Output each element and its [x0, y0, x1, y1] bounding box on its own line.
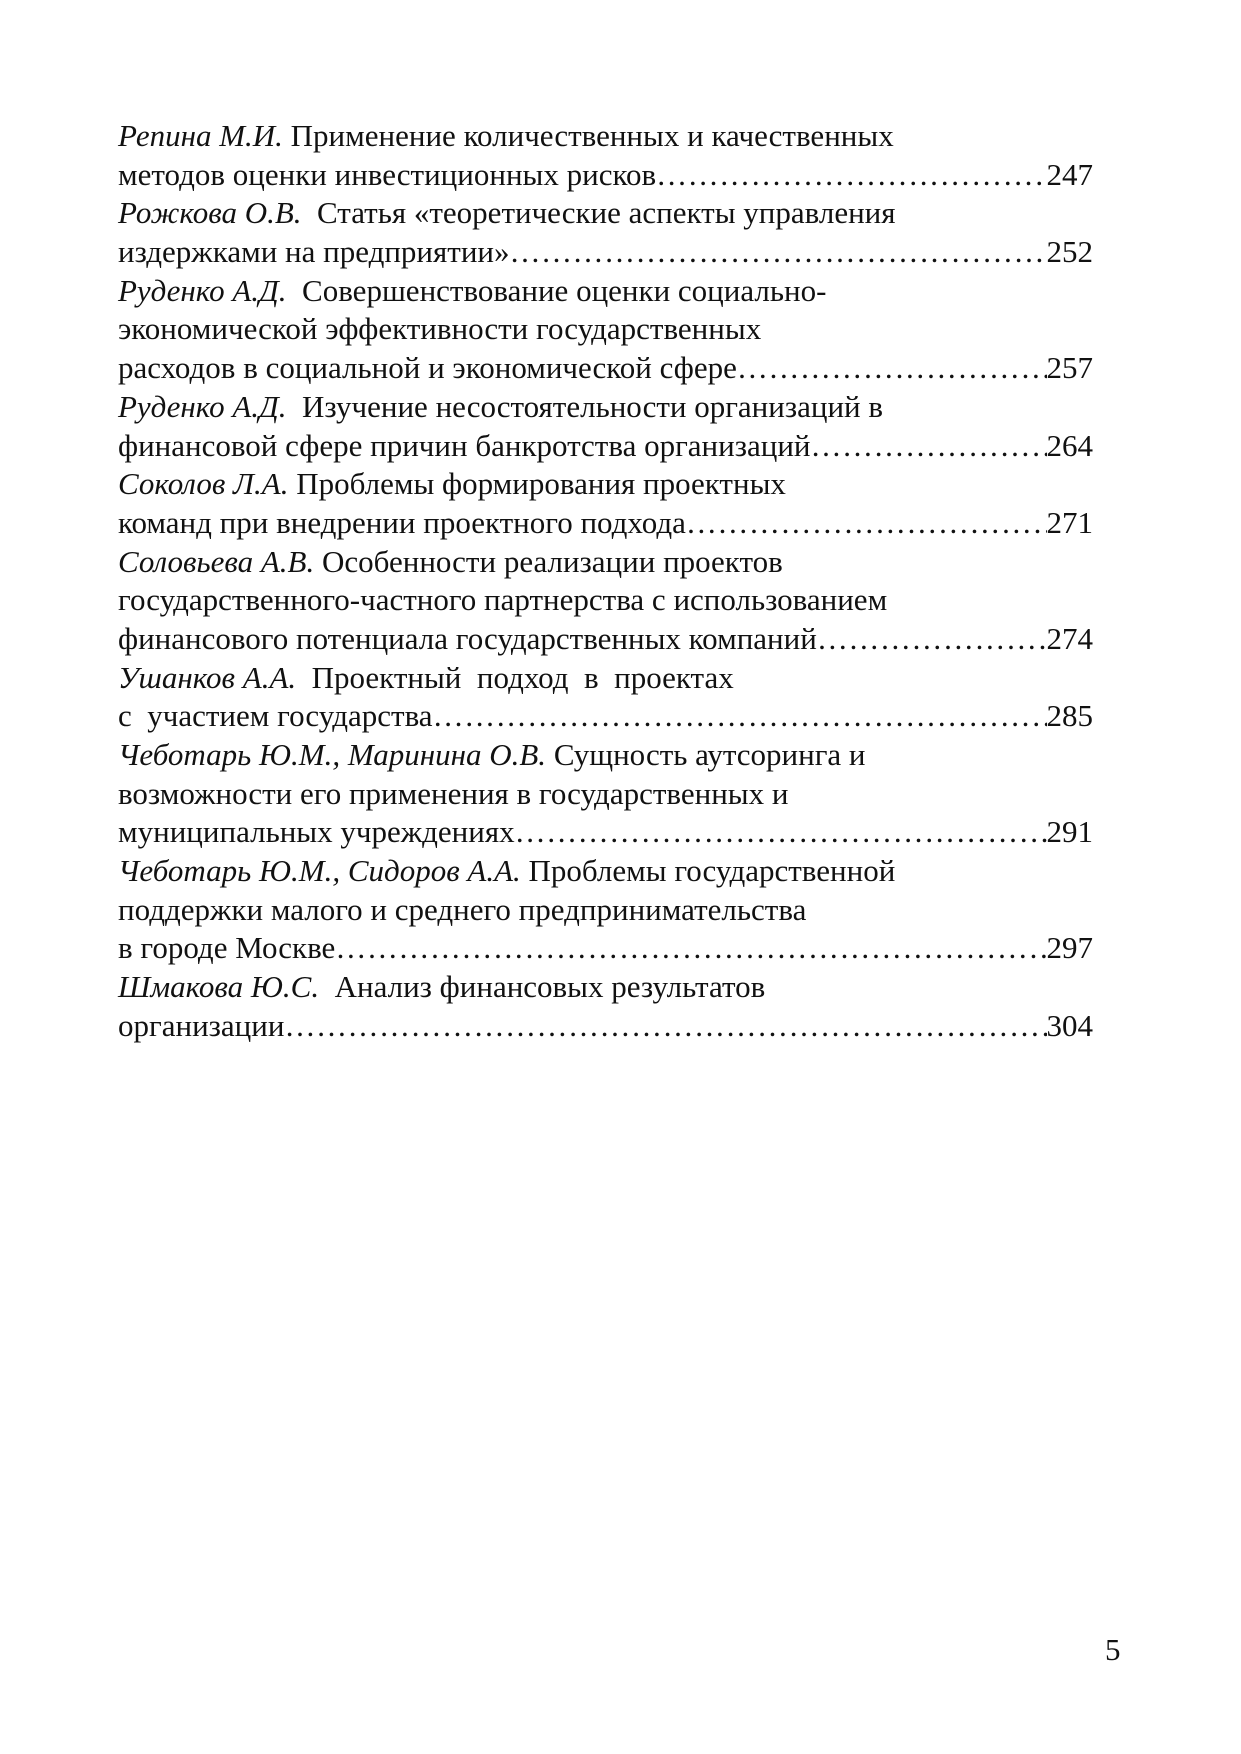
toc-entry [118, 388, 1093, 465]
toc-entry-title: Статья «теоретические аспекты управления [301, 195, 896, 231]
toc-entry [118, 543, 1093, 659]
toc-entry-title-end: муниципальных учреждениях [118, 814, 515, 850]
toc-entry-first-line [118, 543, 1093, 582]
toc-entry-page-number: 247 [1046, 156, 1093, 192]
dot-leader [656, 156, 1046, 195]
toc-entry-last-line [118, 697, 1093, 736]
toc-entry-author: Соловьева А.В. [118, 543, 315, 579]
toc-entry [118, 659, 1093, 736]
toc-entry-title: Проблемы формирования проектных [288, 466, 786, 502]
dot-leader [433, 697, 1047, 736]
toc-entry-first-line [118, 117, 1093, 156]
toc-entry-title: Совершенствование оценки социально- [286, 272, 827, 308]
toc-entry-page-number: 291 [1046, 814, 1093, 850]
toc-entry-first-line [118, 852, 1093, 891]
toc-entry-title-end: методов оценки инвестиционных рисков [118, 156, 657, 192]
toc-entry-title-end: с участием государства [118, 698, 433, 734]
toc-entry-title: Анализ финансовых результатов [319, 969, 766, 1005]
toc-entry-title-line: экономической эффективности государственных [118, 311, 762, 347]
toc-entry-author: Ушанков А.А. [118, 659, 297, 695]
toc-entry-title-line: государственного-частного партнерства с использованием [118, 582, 888, 618]
toc-entry-last-line [118, 349, 1093, 388]
toc-entry-author: Шмакова Ю.С. [118, 969, 320, 1005]
toc-entry-last-line [118, 427, 1093, 466]
toc-entry-last-line [118, 233, 1093, 272]
toc-entry-first-line [118, 968, 1093, 1007]
toc-entry-title: Сущность аутсоринга и [546, 737, 866, 772]
toc-entry-title: Проектный подход в проектах [296, 659, 734, 695]
toc-entry-last-line [118, 156, 1093, 195]
toc-entry-title-end: финансовой сфере причин банкротства организаций [118, 427, 811, 463]
toc-entry-title-line: возможности его применения в государственных и [118, 775, 789, 811]
dot-leader [515, 813, 1047, 852]
toc-entry-last-line [118, 1007, 1093, 1046]
toc-entry-title-line: поддержки малого и среднего предпринимательства [118, 891, 807, 927]
dot-leader [817, 620, 1047, 659]
toc-entry-last-line [118, 620, 1093, 659]
toc-entry-first-line [118, 272, 1093, 311]
toc-entry-page-number: 252 [1046, 234, 1093, 270]
table-of-contents [118, 117, 1093, 1046]
dot-leader [737, 349, 1047, 388]
toc-entry [118, 852, 1093, 968]
toc-entry-author: Репина М.И. [118, 118, 283, 153]
toc-entry-title: Изучение несостоятельности организаций в [286, 388, 884, 424]
toc-entry-author: Соколов Л.А. [118, 466, 289, 502]
toc-entry-first-line [118, 194, 1093, 233]
toc-entry-page-number: 285 [1046, 698, 1093, 734]
toc-entry-title-end: финансового потенциала государственных компаний [118, 620, 817, 656]
toc-entry-page-number: 304 [1046, 1007, 1093, 1043]
dot-leader [335, 929, 1046, 968]
toc-entry-page-number: 271 [1046, 504, 1093, 540]
toc-entry-author: Руденко А.Д. [118, 272, 287, 308]
toc-entry [118, 117, 1093, 194]
toc-entry-page-number: 274 [1046, 620, 1093, 656]
toc-entry-first-line [118, 465, 1093, 504]
toc-entry-title-end: в городе Москве [118, 930, 336, 966]
toc-entry-title-end: издержками на предприятии» [118, 234, 510, 270]
toc-entry-title: Проблемы государственной [520, 853, 896, 889]
toc-entry-title-end: организации [118, 1007, 285, 1043]
dot-leader [510, 233, 1047, 272]
toc-entry [118, 968, 1093, 1045]
toc-entry-title-end: команд при внедрении проектного подхода [118, 504, 686, 540]
page-number: 5 [1105, 1632, 1121, 1667]
toc-entry-page-number: 257 [1046, 350, 1093, 386]
dot-leader [686, 504, 1047, 543]
toc-entry [118, 194, 1093, 271]
toc-entry-title: Применение количественных и качественных [282, 118, 894, 153]
dot-leader [284, 1007, 1046, 1046]
toc-entry [118, 465, 1093, 542]
toc-entry-first-line [118, 659, 1093, 698]
toc-entry-author: Чеботарь Ю.М., Маринина О.В. [118, 737, 547, 772]
dot-leader [811, 427, 1047, 466]
toc-entry-last-line [118, 813, 1093, 852]
toc-entry-first-line [118, 388, 1093, 427]
toc-entry-author: Руденко А.Д. [118, 388, 287, 424]
toc-entry-page-number: 264 [1046, 427, 1093, 463]
toc-entry [118, 736, 1093, 852]
toc-entry-page-number: 297 [1046, 930, 1093, 966]
toc-entry-author: Чеботарь Ю.М., Сидоров А.А. [118, 853, 521, 889]
toc-entry-author: Рожкова О.В. [118, 195, 302, 231]
toc-entry-title: Особенности реализации проектов [314, 543, 783, 579]
toc-entry [118, 272, 1093, 388]
toc-entry-first-line [118, 736, 1093, 775]
toc-entry-last-line [118, 504, 1093, 543]
toc-entry-title-end: расходов в социальной и экономической сфере [118, 350, 737, 386]
toc-entry-last-line [118, 929, 1093, 968]
